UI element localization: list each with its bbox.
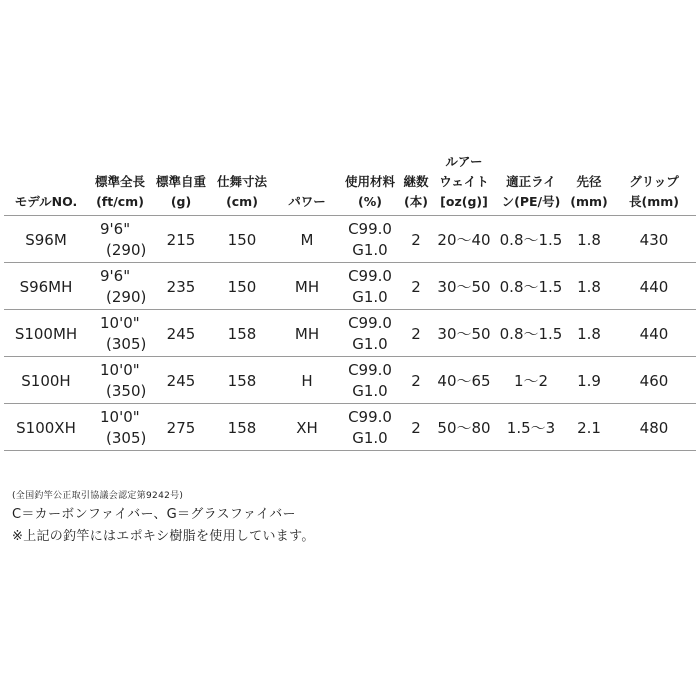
length-cell [88, 404, 152, 451]
column-header [4, 152, 88, 216]
weight-cell: 215 [152, 216, 210, 263]
power-cell: MH [274, 310, 340, 357]
table-row [4, 357, 696, 404]
column-header-line: (cm) [226, 194, 258, 209]
line-cell: 0.8〜1.5 [496, 263, 566, 310]
column-header-line: (%) [358, 194, 382, 209]
model-cell: S96MH [4, 263, 88, 310]
material-cell-line: G1.0 [352, 241, 388, 259]
tip-diameter-cell: 2.1 [566, 404, 612, 451]
length-cell-line: 9'6" [100, 267, 131, 285]
weight-cell: 245 [152, 357, 210, 404]
power-cell: H [274, 357, 340, 404]
column-header [432, 152, 496, 216]
length-cell-line: 10'0" [100, 361, 140, 379]
length-cell-line: 10'0" [100, 408, 140, 426]
column-header-line: 先径 [576, 174, 602, 189]
length-cell-line: (290) [106, 241, 147, 259]
material-cell-line: G1.0 [352, 335, 388, 353]
lure-weight-cell: 30〜50 [432, 263, 496, 310]
tip-diameter-cell: 1.8 [566, 216, 612, 263]
column-header-line: モデルNO. [14, 194, 78, 209]
model-cell: S100XH [4, 404, 88, 451]
length-cell-line: (350) [106, 382, 147, 400]
material-cell [340, 357, 400, 404]
material-cell-line: G1.0 [352, 382, 388, 400]
power-cell: MH [274, 263, 340, 310]
line-cell: 1.5〜3 [496, 404, 566, 451]
material-cell-line: G1.0 [352, 288, 388, 306]
closed-length-cell: 158 [210, 310, 274, 357]
column-header-line: 標準自重 [155, 174, 206, 189]
grip-length-cell: 440 [612, 263, 696, 310]
column-header-line: 使用材料 [344, 174, 395, 189]
table-row [4, 404, 696, 451]
line-cell: 0.8〜1.5 [496, 216, 566, 263]
length-cell-line: (290) [106, 288, 147, 306]
tip-diameter-cell: 1.9 [566, 357, 612, 404]
material-cell-line: C99.0 [348, 314, 392, 332]
closed-length-cell: 150 [210, 263, 274, 310]
column-header [496, 152, 566, 216]
column-header-line: パワー [288, 194, 326, 209]
column-header-line: (本) [404, 194, 428, 209]
material-cell-line: C99.0 [348, 361, 392, 379]
length-cell [88, 357, 152, 404]
power-cell: M [274, 216, 340, 263]
column-header [88, 152, 152, 216]
tip-diameter-cell: 1.8 [566, 310, 612, 357]
material-cell [340, 404, 400, 451]
column-header [566, 152, 612, 216]
column-header-line: ン(PE/号) [501, 194, 561, 209]
model-cell: S96M [4, 216, 88, 263]
length-cell-line: (305) [106, 335, 147, 353]
column-header-line: (g) [170, 194, 192, 209]
model-cell: S100MH [4, 310, 88, 357]
table-header [4, 152, 696, 216]
material-cell [340, 216, 400, 263]
lure-weight-cell: 30〜50 [432, 310, 496, 357]
column-header [210, 152, 274, 216]
certification-note: (全国釣竿公正取引協議会認定第9242号) [12, 491, 184, 501]
table-body [4, 216, 696, 451]
line-cell: 1〜2 [496, 357, 566, 404]
weight-cell: 275 [152, 404, 210, 451]
table-row [4, 263, 696, 310]
column-header-line: (ft/cm) [96, 194, 144, 209]
column-header-line: 長(mm) [629, 194, 679, 209]
lure-weight-cell: 20〜40 [432, 216, 496, 263]
length-cell-line: 10'0" [100, 314, 140, 332]
column-header [274, 152, 340, 216]
column-header-line: ルアー [445, 154, 483, 169]
grip-length-cell: 460 [612, 357, 696, 404]
lure-weight-cell: 40〜65 [432, 357, 496, 404]
grip-length-cell: 430 [612, 216, 696, 263]
grip-length-cell: 480 [612, 404, 696, 451]
material-cell-line: C99.0 [348, 408, 392, 426]
table-row [4, 216, 696, 263]
pieces-cell: 2 [400, 310, 432, 357]
column-header-line: ウェイト [439, 174, 489, 189]
closed-length-cell: 158 [210, 404, 274, 451]
column-header-line: グリップ [629, 174, 679, 189]
line-cell: 0.8〜1.5 [496, 310, 566, 357]
tip-diameter-cell: 1.8 [566, 263, 612, 310]
material-cell [340, 310, 400, 357]
resin-note: ※上記の釣竿にはエポキシ樹脂を使用しています。 [12, 529, 315, 544]
materials-legend: C＝カーボンファイバー、G＝グラスファイバー [12, 507, 296, 522]
material-cell-line: G1.0 [352, 429, 388, 447]
column-header [400, 152, 432, 216]
header-row [4, 152, 696, 216]
column-header-line: (mm) [570, 194, 608, 209]
column-header-line: 仕舞寸法 [216, 174, 267, 189]
weight-cell: 245 [152, 310, 210, 357]
pieces-cell: 2 [400, 404, 432, 451]
weight-cell: 235 [152, 263, 210, 310]
power-cell: XH [274, 404, 340, 451]
column-header-line: 継数 [403, 174, 429, 189]
closed-length-cell: 158 [210, 357, 274, 404]
length-cell [88, 263, 152, 310]
length-cell-line: (305) [106, 429, 147, 447]
length-cell [88, 216, 152, 263]
column-header-line: 適正ライ [506, 174, 556, 189]
column-header-line: 標準全長 [94, 174, 145, 189]
table-row [4, 310, 696, 357]
column-header [152, 152, 210, 216]
column-header-line: [oz(g)] [440, 194, 488, 209]
column-header [340, 152, 400, 216]
lure-weight-cell: 50〜80 [432, 404, 496, 451]
pieces-cell: 2 [400, 357, 432, 404]
pieces-cell: 2 [400, 263, 432, 310]
length-cell-line: 9'6" [100, 220, 131, 238]
column-header [612, 152, 696, 216]
model-cell: S100H [4, 357, 88, 404]
pieces-cell: 2 [400, 216, 432, 263]
spec-table [4, 152, 696, 451]
closed-length-cell: 150 [210, 216, 274, 263]
footnotes [12, 488, 315, 548]
material-cell-line: C99.0 [348, 267, 392, 285]
material-cell [340, 263, 400, 310]
grip-length-cell: 440 [612, 310, 696, 357]
length-cell [88, 310, 152, 357]
material-cell-line: C99.0 [348, 220, 392, 238]
